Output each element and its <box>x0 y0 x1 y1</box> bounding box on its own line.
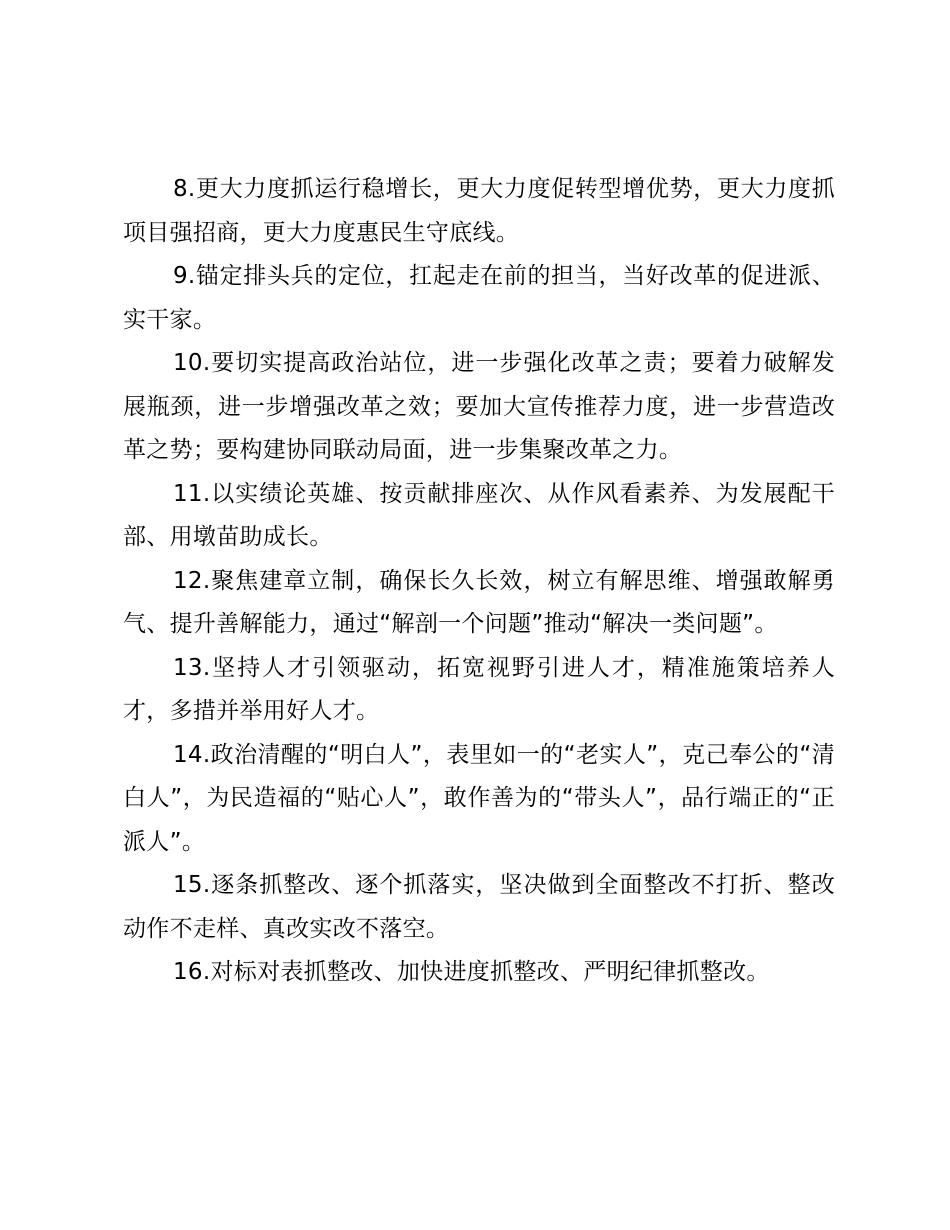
paragraph-14: 14.政治清醒的“明白人”，表里如一的“老实人”，克己奉公的“清白人”，为民造福的“贴心人”，敢作善为的“带头人”，品行端正的“正派人”。 <box>123 741 835 855</box>
paragraph-9: 9.锚定排头兵的定位，扛起走在前的担当，当好改革的促进派、实干家。 <box>123 263 835 333</box>
paragraph-8: 8.更大力度抓运行稳增长，更大力度促转型增优势，更大力度抓项目强招商，更大力度惠民生守底线。 <box>123 176 835 246</box>
paragraph-15: 15.逐条抓整改、逐个抓落实，坚决做到全面整改不打折、整改动作不走样、真改实改不落空。 <box>123 872 835 942</box>
document-body <box>123 168 835 995</box>
paragraph-11: 11.以实绩论英雄、按贡献排座次、从作风看素养、为发展配干部、用墩苗助成长。 <box>123 480 835 550</box>
paragraph-10: 10.要切实提高政治站位，进一步强化改革之责；要着力破解发展瓶颈，进一步增强改革之效；要加大宣传推荐力度，进一步营造改革之势；要构建协同联动局面，进一步集聚改革之力。 <box>123 350 835 463</box>
paragraph-16: 16.对标对表抓整改、加快进度抓整改、严明纪律抓整改。 <box>173 959 770 985</box>
paragraph-13: 13.坚持人才引领驱动，拓宽视野引进人才，精准施策培养人才，多措并举用好人才。 <box>123 654 835 724</box>
paragraph-12: 12.聚焦建章立制，确保长久长效，树立有解思维、增强敢解勇气、提升善解能力，通过“解剖一个问题”推动“解决一类问题”。 <box>123 567 835 637</box>
